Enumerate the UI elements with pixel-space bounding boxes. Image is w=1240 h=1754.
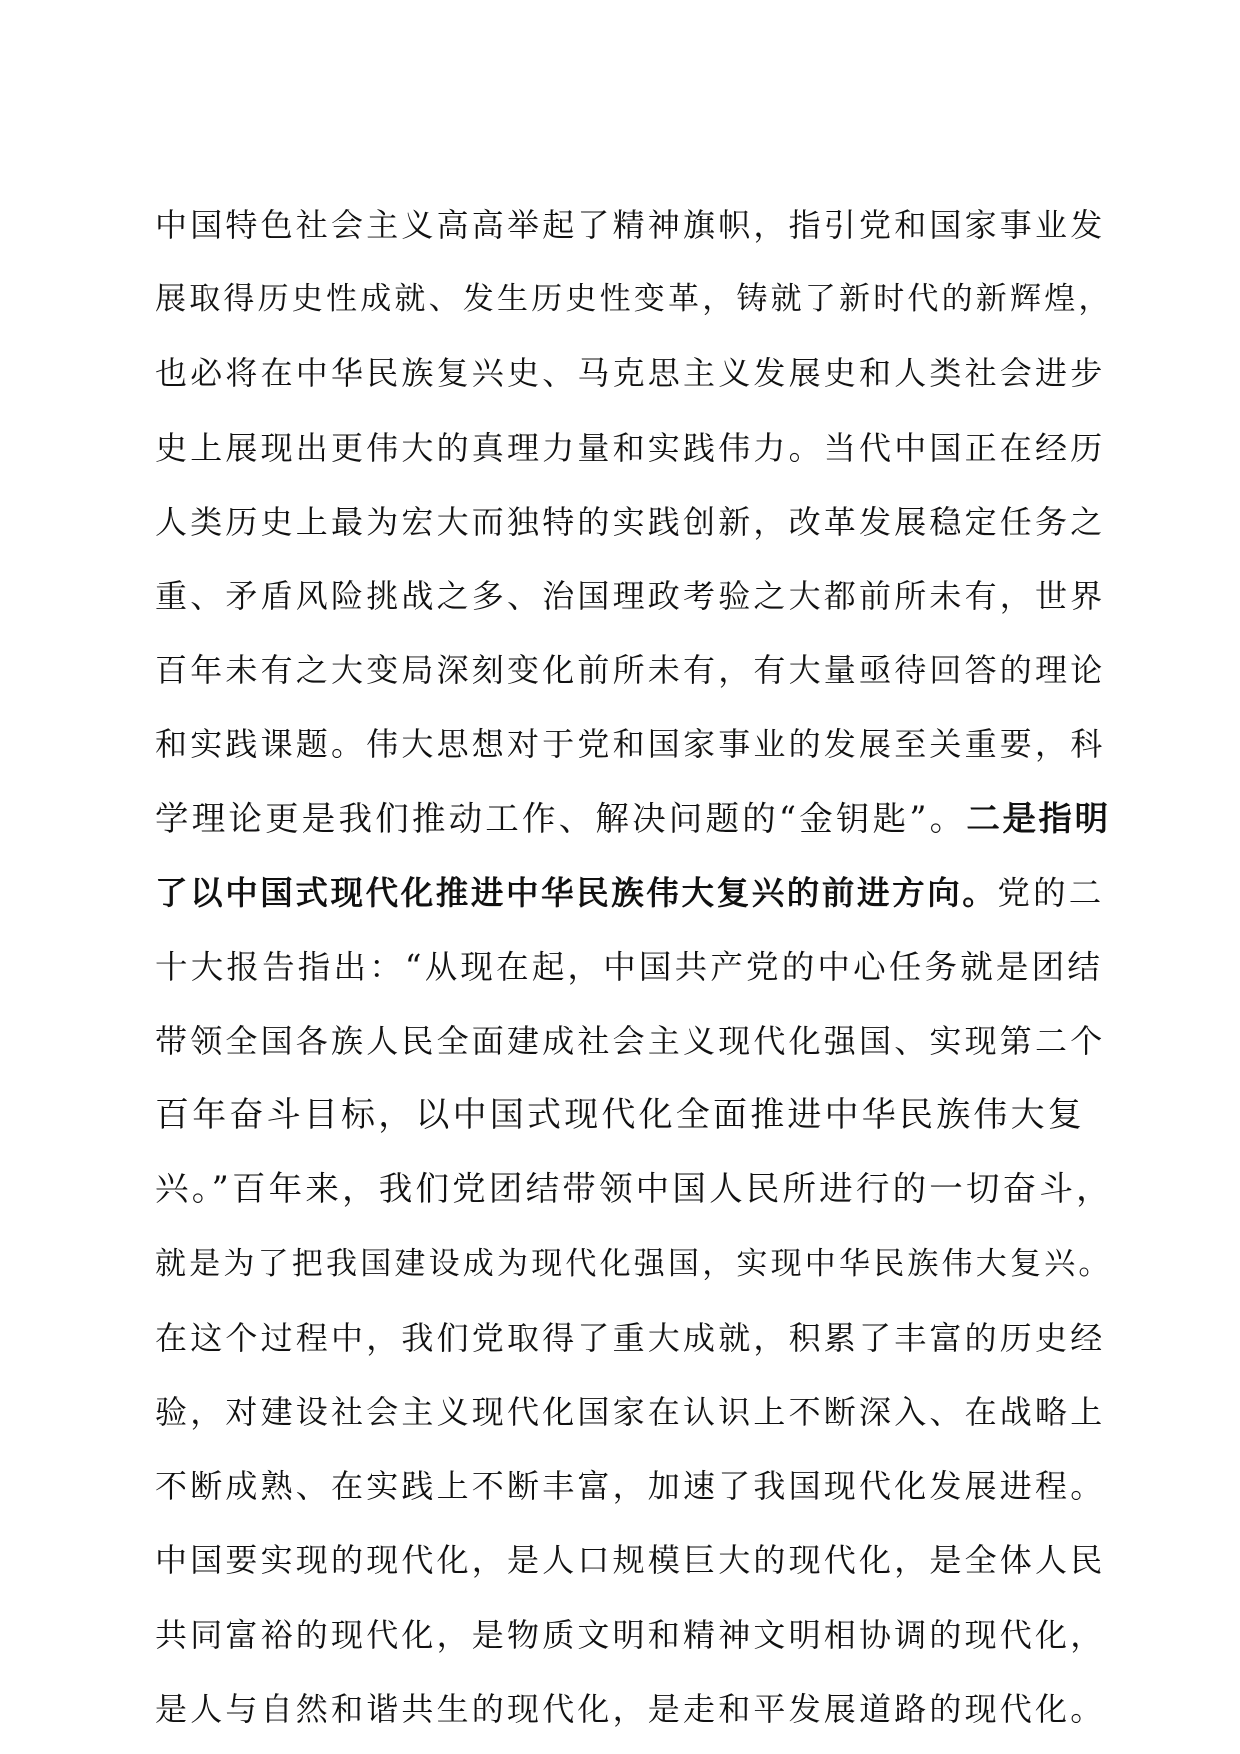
text-line: 就是为了把我国建设成为现代化强国，实现中华民族伟大复兴。 xyxy=(155,1245,1113,1282)
text-line: 十大报告指出：“从现在起，中国共产党的中心任务就是团结 xyxy=(155,947,1104,986)
text-line: 和实践课题。伟大思想对于党和国家事业的发展至关重要，科 xyxy=(155,725,1106,764)
text-line: 共同富裕的现代化，是物质文明和精神文明相协调的现代化， xyxy=(155,1615,1106,1654)
text-line: 不断成熟、在实践上不断丰富，加速了我国现代化发展进程。 xyxy=(155,1467,1106,1506)
text-line: 是人与自然和谐共生的现代化，是走和平发展道路的现代化。 xyxy=(155,1689,1106,1728)
text-line: 百年未有之大变局深刻变化前所未有，有大量亟待回答的理论 xyxy=(155,651,1106,690)
text-line: 百年奋斗目标，以中国式现代化全面推进中华民族伟大复 xyxy=(155,1095,1085,1136)
text-line: 验，对建设社会主义现代化国家在认识上不断深入、在战略上 xyxy=(155,1393,1106,1431)
text-line: 展取得历史性成就、发生历史性变革，铸就了新时代的新辉煌， xyxy=(155,281,1113,318)
text-line: 中国特色社会主义高高举起了精神旗帜，指引党和国家事业发 xyxy=(155,206,1106,244)
text-line: 也必将在中华民族复兴史、马克思主义发展史和人类社会进步 xyxy=(155,354,1106,393)
text-line-with-heading xyxy=(155,856,1105,930)
text-line: 兴。”百年来，我们党团结带领中国人民所进行的一切奋斗， xyxy=(155,1169,1113,1209)
text-run: 学理论更是我们推动工作、解决问题的“金钥匙”。 xyxy=(155,798,967,838)
text-line: 人类历史上最为宏大而独特的实践创新，改革发展稳定任务之 xyxy=(155,502,1106,541)
text-line: 带领全国各族人民全面建成社会主义现代化强国、实现第二个 xyxy=(155,1022,1106,1061)
text-run: 党的二 xyxy=(997,873,1105,912)
text-line: 重、矛盾风险挑战之多、治国理政考验之大都前所未有，世界 xyxy=(155,576,1106,615)
bold-heading-run: 二是指明 xyxy=(966,798,1111,838)
body-text xyxy=(155,188,1113,1746)
text-line: 在这个过程中，我们党取得了重大成就，积累了丰富的历史经 xyxy=(155,1318,1106,1357)
text-line-with-heading xyxy=(155,782,1111,856)
text-line: 史上展现出更伟大的真理力量和实践伟力。当代中国正在经历 xyxy=(155,428,1106,467)
text-line: 中国要实现的现代化，是人口规模巨大的现代化，是全体人民 xyxy=(155,1541,1106,1580)
bold-heading-run: 了以中国式现代化推进中华民族伟大复兴的前进方向。 xyxy=(155,872,998,912)
